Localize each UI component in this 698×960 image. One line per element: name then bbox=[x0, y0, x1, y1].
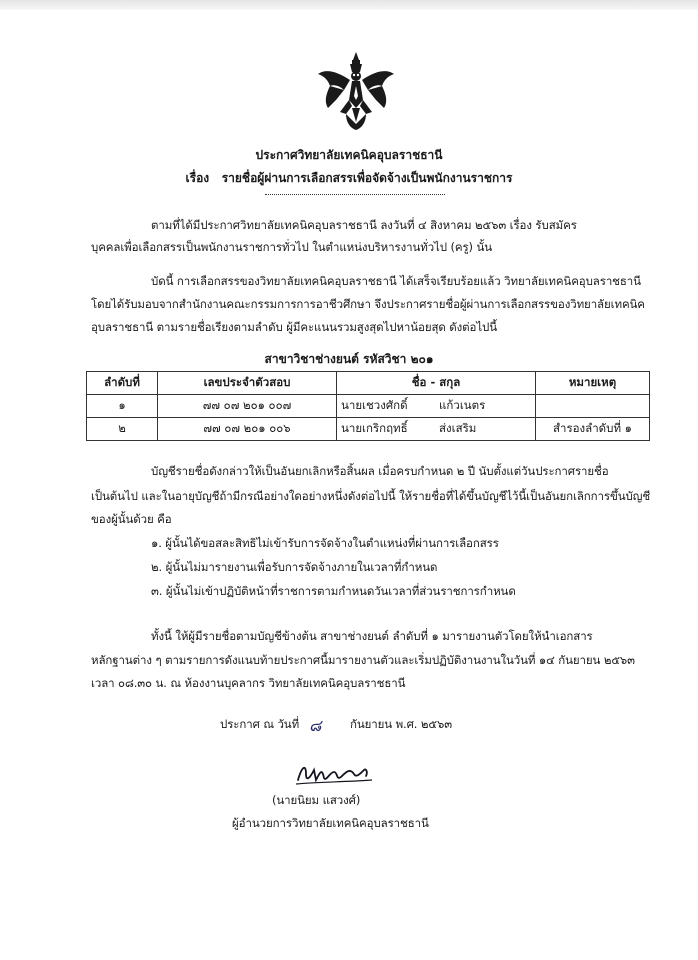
report-line-1: ทั้งนี้ ให้ผู้มีรายชื่อตามบัญชีข้างต้น สาขาช่างยนต์ ลำดับที่ ๑ มารายงานตัวโดยให้นำเอกสาร bbox=[151, 629, 593, 643]
cell-name bbox=[337, 395, 536, 418]
cell-name bbox=[337, 418, 536, 441]
intro-line-3: บัดนี้ การเลือกสรรของวิทยาลัยเทคนิคอุบลราชธานี ได้เสร็จเรียบร้อยแล้ว วิทยาลัยเทคนิคอุบลราชธานี bbox=[151, 274, 641, 288]
first-name: นายเชวงศักดิ์ bbox=[341, 398, 408, 412]
cell-note bbox=[536, 395, 650, 418]
announcement-title: ประกาศวิทยาลัยเทคนิคอุบลราชธานี bbox=[255, 148, 443, 162]
cell-exam-id: ๗๗ ๐๗ ๒๐๑ ๐๐๖ bbox=[158, 418, 337, 441]
announced-month-year: กันยายน พ.ศ. ๒๕๖๓ bbox=[350, 717, 452, 731]
last-name: ส่งเสริม bbox=[439, 421, 477, 435]
table-row bbox=[87, 418, 650, 441]
subject-label: เรื่อง bbox=[185, 171, 210, 185]
announced-day: ๘ bbox=[309, 716, 322, 735]
intro-line-4: โดยได้รับมอบจากสำนักงานคณะกรรมการการอาชีวศึกษา จึงประกาศรายชื่อผู้ผ่านการเลือกสรรของวิทยาลัยเทคนิค bbox=[91, 297, 645, 311]
table-caption: สาขาวิชาช่างยนต์ รหัสวิชา ๒๐๑ bbox=[264, 352, 434, 366]
scan-top-edge bbox=[0, 0, 698, 10]
header-name: ชื่อ - สกุล bbox=[337, 372, 536, 395]
announcement-subject bbox=[0, 169, 698, 188]
header-exam-id: เลขประจำตัวสอบ bbox=[158, 372, 337, 395]
intro-line-1: ตามที่ได้มีประกาศวิทยาลัยเทคนิคอุบลราชธานี ลงวันที่ ๔ สิงหาคม ๒๕๖๓ เรื่อง รับสมัคร bbox=[151, 218, 577, 232]
results-table bbox=[86, 371, 650, 441]
table-row bbox=[87, 395, 650, 418]
first-name: นายเกริกฤทธิ์ bbox=[341, 421, 408, 435]
header-note: หมายเหตุ bbox=[536, 372, 650, 395]
signatory-position: ผู้อำนวยการวิทยาลัยเทคนิคอุบลราชธานี bbox=[232, 816, 429, 830]
conditions-line-3: ของผู้นั้นด้วย คือ bbox=[91, 512, 172, 526]
intro-line-2: บุคคลเพื่อเลือกสรรเป็นพนักงานราชการทั่วไป ในตำแหน่งบริหารงานทั่วไป (ครู) นั้น bbox=[91, 240, 493, 254]
condition-item: ๑. ผู้นั้นได้ขอสละสิทธิไม่เข้ารับการจัดจ้างในตำแหน่งที่ผ่านการเลือกสรร bbox=[151, 536, 499, 550]
conditions-line-1: บัญชีรายชื่อดังกล่าวให้เป็นอันยกเลิกหรือสิ้นผล เมื่อครบกำหนด ๒ ปี นับตั้งแต่วันประกาศรายชื่อ bbox=[151, 464, 609, 478]
report-line-3: เวลา ๐๘.๓๐ น. ณ ห้องงานบุคลากร วิทยาลัยเทคนิคอุบลราชธานี bbox=[91, 676, 406, 690]
subject-text: รายชื่อผู้ผ่านการเลือกสรรเพื่อจัดจ้างเป็นพนักงานราชการ bbox=[221, 171, 513, 185]
garuda-emblem-icon bbox=[316, 50, 396, 132]
cell-order: ๒ bbox=[87, 418, 158, 441]
condition-item: ๓. ผู้นั้นไม่เข้าปฏิบัติหน้าที่ราชการตามกำหนดวันเวลาที่ส่วนราชการกำหนด bbox=[151, 584, 516, 598]
condition-item: ๒. ผู้นั้นไม่มารายงานเพื่อรับการจัดจ้างภายในเวลาที่กำหนด bbox=[151, 560, 438, 574]
report-line-2: หลักฐานต่าง ๆ ตามรายการดังแนบท้ายประกาศนี้มารายงานตัวและเริ่มปฏิบัติงานงานในวันที่ ๑๔ กันยายน ๒๕๖๓ bbox=[91, 653, 635, 667]
cell-exam-id: ๗๗ ๐๗ ๒๐๑ ๐๐๗ bbox=[158, 395, 337, 418]
conditions-line-2: เป็นต้นไป และในอายุบัญชีถ้ามีกรณีอย่างใดอย่างหนึ่งดังต่อไปนี้ ให้รายชื่อที่ได้ขึ้นบัญชีไว้นี้เป็นอันยกเลิกการขึ้นบัญชี bbox=[91, 489, 651, 503]
dotted-separator bbox=[265, 194, 445, 195]
header-order: ลำดับที่ bbox=[87, 372, 158, 395]
signature-icon bbox=[294, 760, 374, 788]
signatory-name: (นายนิยม แสวงศ์) bbox=[272, 793, 361, 807]
table-header-row bbox=[87, 372, 650, 395]
last-name: แก้วเนตร bbox=[439, 398, 486, 412]
cell-note: สำรองลำดับที่ ๑ bbox=[536, 418, 650, 441]
announced-date-prefix: ประกาศ ณ วันที่ bbox=[220, 717, 300, 731]
intro-line-5: อุบลราชธานี ตามรายชื่อเรียงตามลำดับ ผู้มีคะแนนรวมสูงสุดไปหาน้อยสุด ดังต่อไปนี้ bbox=[91, 320, 498, 334]
cell-order: ๑ bbox=[87, 395, 158, 418]
